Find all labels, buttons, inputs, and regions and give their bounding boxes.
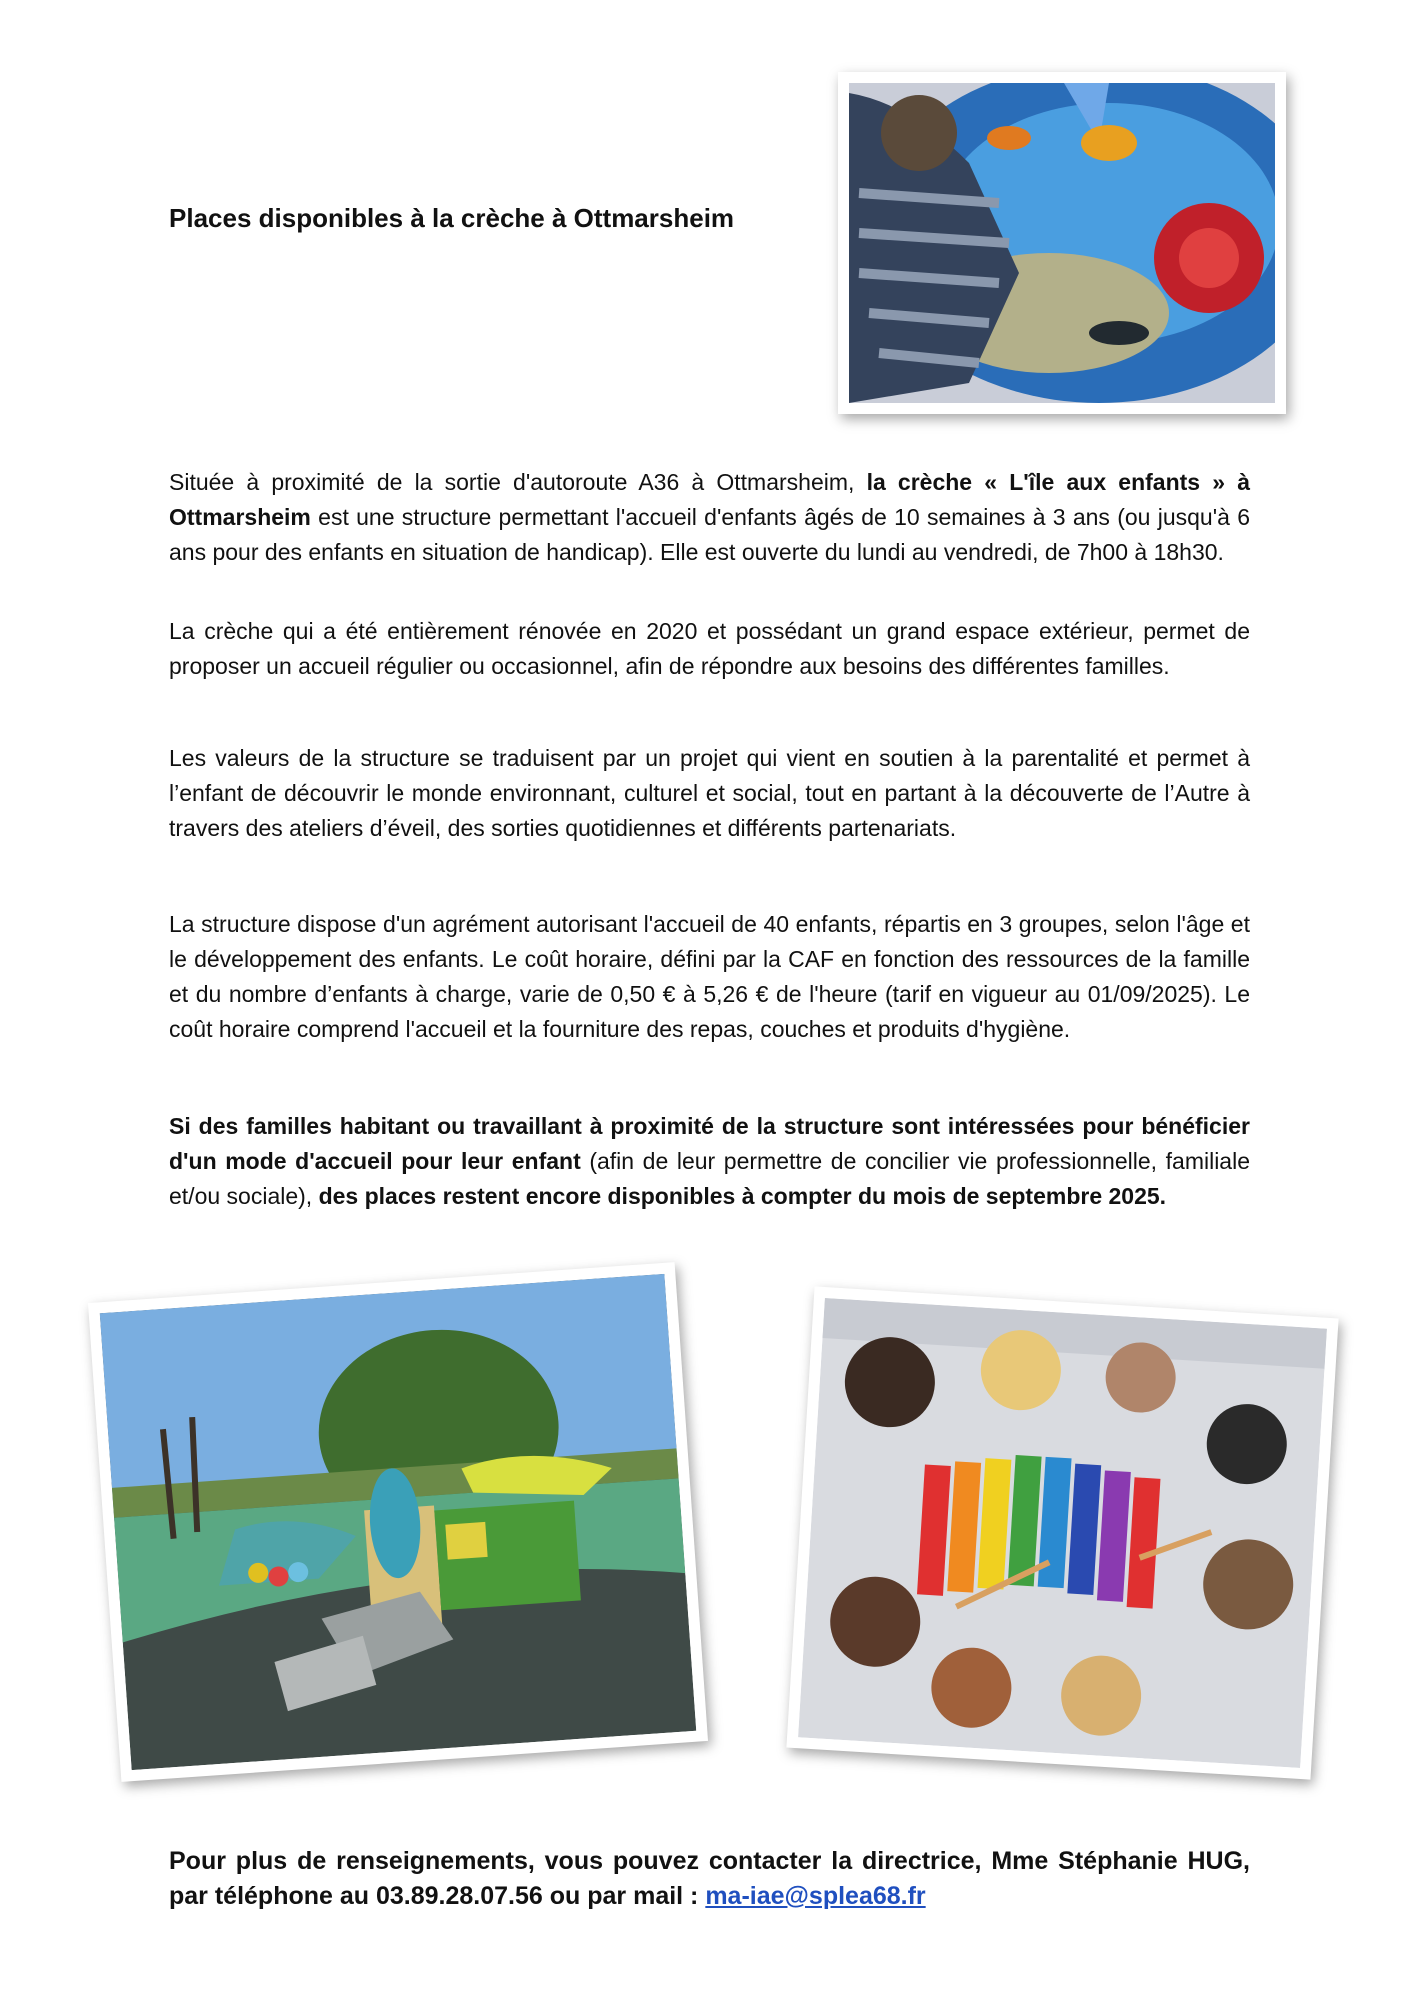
p5-purpose: (afin de leur permettre de concilier vie professionnelle, familiale et/ou sociale),: [169, 1148, 1250, 1209]
paragraph-location: [169, 465, 1250, 570]
paragraph-availability: [169, 1109, 1250, 1214]
p1-creche-name: la crèche « L'île aux enfants » à Ottmarsheim: [169, 469, 1251, 530]
playground-image: [100, 1274, 697, 1770]
xylophone-image: [798, 1298, 1327, 1768]
contact-email-link[interactable]: ma-iae@splea68.fr: [705, 1882, 926, 1910]
contact-text: Pour plus de renseignements, vous pouvez contacter la directrice, Mme Stéphanie HUG, par téléphone au 03.89.28.07.56 ou par mail :: [169, 1847, 1250, 1910]
p1-details: est une structure permettant l'accueil d'enfants âgés de 10 semaines à 3 ans (ou jusqu'à 6 ans pour des enfants en situation de handicap). Elle est ouverte du lundi au vendredi, de 7h00 à 18h30.: [169, 504, 1250, 565]
aquarium-image: [849, 83, 1275, 403]
contact-info: [169, 1844, 1250, 1914]
p1-intro: Située à proximité de la sortie d'autoroute A36 à Ottmarsheim,: [169, 469, 867, 495]
paragraph-capacity-cost: La structure dispose d'un agrément autorisant l'accueil de 40 enfants, répartis en 3 groupes, selon l'âge et le développement des enfants. Le coût horaire, défini par la CAF en fonction des ressources de la famille et du nombre d’enfants à charge, varie de 0,50 € à 5,26 € de l'heure (tarif en vigueur au 01/09/2025). Le coût horaire comprend l'accueil et la fourniture des repas, couches et produits d'hygiène.: [169, 911, 1250, 1042]
photo-child-aquarium: [838, 72, 1286, 414]
paragraph-values: Les valeurs de la structure se traduisent par un projet qui vient en soutien à la parentalité et permet à l’enfant de découvrir le monde environnant, culturel et social, tout en partant à la découverte de l’Autre à travers des ateliers d’éveil, des sorties quotidiennes et différents partenariats.: [169, 745, 1250, 841]
paragraph-renovation: La crèche qui a été entièrement rénovée en 2020 et possédant un grand espace extérieur, permet de proposer un accueil régulier ou occasionnel, afin de répondre aux besoins des différentes familles.: [169, 618, 1250, 679]
p5-places-available: des places restent encore disponibles à compter du mois de septembre 2025.: [318, 1183, 1167, 1209]
page-title: Places disponibles à la crèche à Ottmarsheim: [169, 203, 735, 233]
p5-families: Si des familles habitant ou travaillant à proximité de la structure sont intéressées pour bénéficier d'un mode d'accueil pour leur enfant: [169, 1113, 1250, 1174]
photo-playground: [88, 1262, 708, 1782]
photo-children-xylophone: [786, 1286, 1338, 1779]
